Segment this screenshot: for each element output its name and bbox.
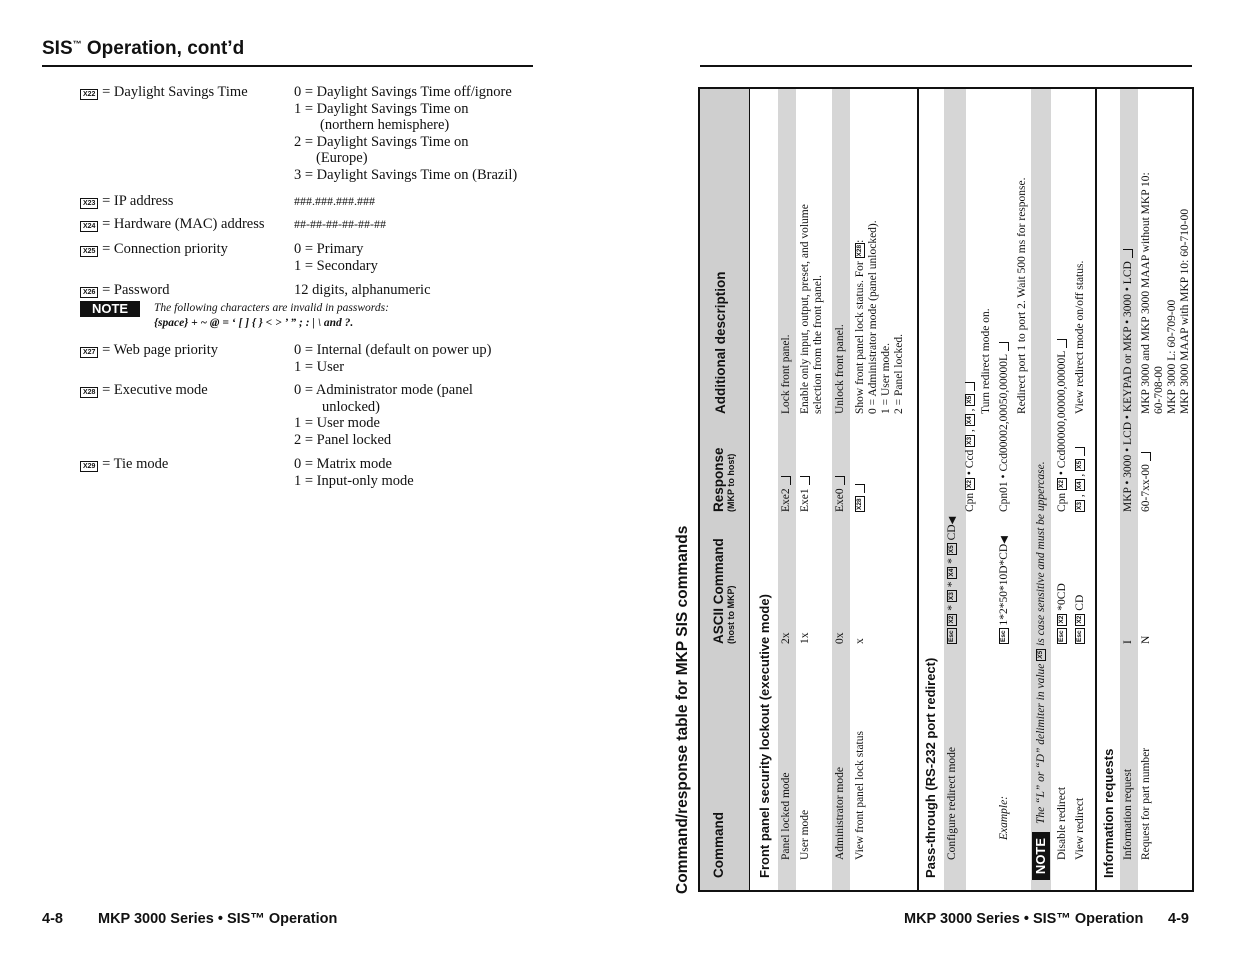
desc-admin-mode: Unlock front panel. — [834, 324, 846, 414]
cmd-info-request: Information request — [1122, 768, 1134, 860]
table-note-badge: NOTE — [1032, 832, 1050, 880]
cmd-config-redirect: Configure redirect mode — [946, 746, 958, 860]
section-front-panel: Front panel security lockout (executive mode) — [757, 594, 772, 878]
ascii-view-redirect: Esc X2 CD — [1074, 594, 1086, 642]
footer-page-number-right: 4-9 — [1168, 911, 1189, 927]
section-divider — [1095, 89, 1097, 890]
desc-user-mode: Enable only input, output, preset, and volume selection from the front panel. — [799, 204, 824, 414]
desc-example: Redirect port 1 to port 2. Wait 500 ms for response. — [1016, 177, 1028, 414]
title-rule — [42, 65, 533, 67]
enter-icon — [835, 476, 845, 485]
variable-label: Daylight Savings Time — [113, 84, 248, 100]
resp-disable-redirect: Cpn X2 • Ccd00000,00000,00000L — [1056, 339, 1069, 512]
desc-view-lock: Show front panel lock status. For X28: 0 = Administrator mode (panel unlocked). 1 = User mode. 2 = Panel locked. — [854, 220, 905, 414]
resp-part-number: 60-7xx-00 — [1140, 452, 1153, 512]
ascii-admin-mode: 0x — [834, 632, 846, 644]
desc-panel-locked: Lock front panel. — [780, 334, 792, 414]
section-information: Information requests — [1101, 748, 1116, 878]
variable-code: X24 — [80, 221, 98, 232]
ascii-example: Esc 1*2*50*10D*CD◀ — [998, 536, 1010, 642]
example-label: Example: — [998, 795, 1010, 840]
variable-values: 0 = Matrix mode 1 = Input-only mode — [294, 456, 414, 489]
table-note-text: The “L” or “D” delimiter in value X5 is case sensitive and must be uppercase. — [1035, 461, 1047, 824]
variable-values: 0 = Daylight Savings Time off/ignore 1 = Daylight Savings Time on (northern hemisphere) 2 = Daylight Savings Time on (Europe) 3 = Daylight Savings Time on (Brazil) — [294, 84, 518, 183]
arrow-left-icon: ◀ — [947, 516, 958, 525]
desc-config-redirect: Turn redirect mode on. — [980, 308, 992, 414]
enter-icon — [999, 342, 1009, 351]
variable-label: IP address — [113, 193, 174, 209]
cmd-panel-locked: Panel locked mode — [780, 772, 792, 860]
rotated-table-block — [674, 84, 1198, 894]
footer-text: MKP 3000 Series • SIS™ Operation — [98, 911, 338, 927]
variable-label: Connection priority — [113, 241, 228, 257]
variable-values: 0 = Administrator mode (panel unlocked) 1 = User mode 2 = Panel locked — [294, 382, 473, 448]
cmd-disable-redirect: Disable redirect — [1056, 786, 1068, 860]
ascii-user-mode: 1x — [799, 632, 811, 644]
variable-values: 0 = Internal (default on power up) 1 = User — [294, 342, 492, 375]
resp-panel-locked: Exe2 — [780, 476, 793, 512]
cmd-admin-mode: Administrator mode — [834, 767, 846, 860]
header-description: Additional description — [713, 271, 728, 414]
desc-view-redirect: View redirect mode on/off status. — [1074, 260, 1086, 414]
resp-info-request: MKP • 3000 • LCD • KEYPAD or MKP • 3000 • LCD — [1122, 249, 1135, 512]
resp-view-lock: X28 — [854, 484, 867, 512]
cmd-part-number: Request for part number — [1140, 747, 1152, 860]
resp-user-mode: Exe1 — [799, 476, 812, 512]
variable-label: Web page priority — [113, 342, 218, 358]
header-command: Command — [711, 811, 726, 878]
arrow-left-icon: ◀ — [999, 536, 1010, 544]
resp-config-redirect: Cpn X2 • Ccd X3 , X4 , X5 — [964, 382, 977, 512]
table-title: Command/response table for MKP SIS commands — [674, 525, 691, 894]
cmd-view-lock: View front panel lock status — [854, 731, 866, 860]
footer-page-number: 4-8 — [42, 911, 63, 927]
resp-view-redirect: X3 , X4 , X5 — [1074, 447, 1087, 512]
ascii-part-number: N — [1140, 635, 1152, 644]
page-title: SIS™ Operation, cont’d — [42, 38, 245, 59]
variable-code: X23 — [80, 198, 98, 209]
ascii-disable-redirect: Esc X2 *0CD — [1056, 583, 1068, 642]
ascii-view-lock: x — [854, 638, 866, 644]
enter-icon — [965, 382, 975, 391]
ascii-config-redirect: Esc X2 * X3 * X4 * X5 CD◀ — [946, 516, 958, 642]
enter-icon — [800, 476, 810, 485]
section-divider — [917, 89, 919, 890]
desc-part-number: MKP 3000 and MKP 3000 MAAP without MKP 10: 60-708-00 MKP 3000 L: 60-709-00 MKP 3000 MAAP with MKP 10: 60-710-00 — [1140, 172, 1191, 414]
variable-code: X22 — [80, 89, 98, 100]
cmd-view-redirect: View redirect — [1074, 797, 1086, 860]
variable-label: Password — [113, 282, 170, 298]
variable-label: Executive mode — [113, 382, 208, 398]
ascii-info-request: I — [1122, 640, 1134, 644]
header-ascii: ASCII Command (host to MKP) — [711, 538, 736, 644]
enter-icon — [855, 484, 865, 493]
variable-code: X26 — [80, 287, 98, 298]
variable-code: X28 — [80, 387, 98, 398]
table-header — [700, 89, 750, 890]
variable-label: Hardware (MAC) address — [113, 216, 265, 232]
enter-icon — [1075, 447, 1085, 456]
enter-icon — [1141, 452, 1151, 461]
variable-code: X29 — [80, 461, 98, 472]
resp-admin-mode: Exe0 — [834, 476, 847, 512]
cmd-user-mode: User mode — [799, 809, 811, 860]
variable-values: 12 digits, alphanumeric — [294, 282, 431, 298]
ascii-panel-locked: 2x — [780, 632, 792, 644]
note-badge: NOTE — [80, 301, 140, 317]
variable-values: ###.###.###.### — [294, 194, 375, 208]
enter-icon — [1123, 249, 1133, 258]
variable-values: ##-##-##-##-##-## — [294, 217, 386, 231]
page-rule — [700, 65, 1192, 67]
command-table — [698, 87, 1194, 892]
variable-label: Tie mode — [113, 456, 169, 472]
resp-example: Cpn01 • Ccd00002,00050,00000L — [998, 342, 1011, 512]
header-response: Response (MKP to host) — [711, 447, 736, 512]
enter-icon — [1057, 339, 1067, 348]
footer-text-right: MKP 3000 Series • SIS™ Operation — [904, 911, 1144, 927]
password-note: The following characters are invalid in passwords: {space} + ~ @ = ‘ [ ] { } < > ’ ” ; : | \ and ?. — [154, 302, 389, 329]
enter-icon — [781, 476, 791, 485]
variable-code: X27 — [80, 347, 98, 358]
variable-values: 0 = Primary 1 = Secondary — [294, 241, 378, 274]
variable-code: X25 — [80, 246, 98, 257]
section-pass-through: Pass-through (RS-232 port redirect) — [923, 657, 938, 878]
